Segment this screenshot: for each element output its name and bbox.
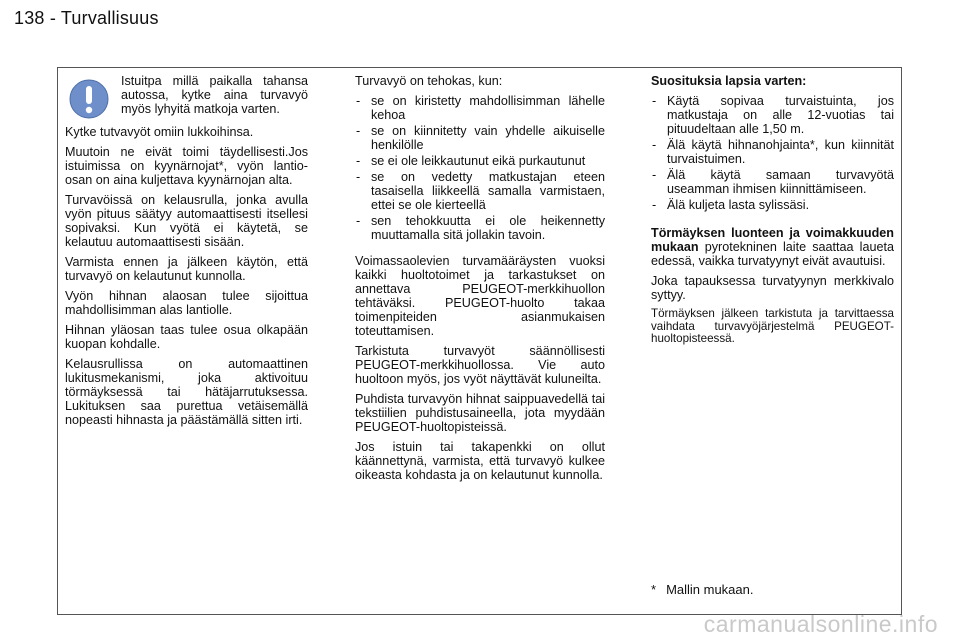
conditions-intro: Turvavyö on tehokas, kun:: [355, 74, 503, 88]
paragraph: Voimassaolevien turvamääräysten vuoksi kaikki huoltotoimet ja tarkastukset on annettava PEUGEOT-merkkihuollon tehtäväksi. PEUGEOT-huolto takaa toimenpiteiden asianmukaisen toteuttamisen.: [355, 254, 605, 338]
list-item: - se ei ole leikkautunut eikä purkautunut: [355, 154, 605, 168]
list-item: - Käytä sopivaa turvaistuinta, jos matkustaja on alle 12-vuotias tai pituudeltaan alle 1,50 m.: [651, 94, 894, 136]
footnote: [651, 582, 754, 597]
warning-exclamation-icon: [69, 79, 109, 119]
list-item: - se on kiristetty mahdollisimman lähelle kehoa: [355, 94, 605, 122]
paragraph: Turvavöissä on kelausrulla, jonka avulla vyön pituus säätyy automaattisesti itsellesi sopivaksi. Kun vyötä ei käytetä, se kelautuu automaattisesti sisään.: [65, 193, 308, 249]
paragraph: Muutoin ne eivät toimi täydellisesti.Jos istuimissa on kyynärnojat*, vyön lantio-osan on aina kuljettava kyynärnojan alta.: [65, 145, 308, 187]
footnote-text: Mallin mukaan.: [666, 582, 754, 597]
paragraph: Jos istuin tai takapenkki on ollut käännettynä, varmista, että turvavyö kulkee oikeasta kohdasta ja on kelautunut kunnolla.: [355, 440, 605, 482]
list-item: - Älä käytä samaan turvavyötä useamman ihmisen kiinnittämiseen.: [651, 168, 894, 196]
column-right: [651, 74, 894, 352]
paragraph: Tarkistuta turvavyöt säännöllisesti PEUGEOT-merkkihuollossa. Vie auto huoltoon myös, jos vyöt näyttävät kuluneilta.: [355, 344, 605, 386]
impact-paragraph: [651, 226, 894, 268]
notice-text: Istuitpa millä paikalla tahansa autossa, kytke aina turvavyö myös lyhyitä matkoja varten.: [121, 74, 308, 116]
paragraph: Hihnan yläosan taas tulee osua olkapään kuopan kohdalle.: [65, 323, 308, 351]
paragraph: Kelausrullissa on automaattinen lukitusmekanismi, joka aktivoituu törmäyksessä tai hätäjarrutuksessa. Lukituksen saa purettua vetäisemällä nopeasti hihnasta ja päästämällä sitten irti.: [65, 357, 308, 427]
children-heading: Suosituksia lapsia varten:: [651, 74, 807, 88]
footnote-star: *: [651, 582, 657, 597]
list-item: - se on kiinnitetty vain yhdelle aikuiselle henkilölle: [355, 124, 605, 152]
small-note: Törmäyksen jälkeen tarkistuta ja tarvittaessa vaihdata turvavyöjärjestelmä PEUGEOT-huoltopisteessä.: [651, 307, 894, 345]
paragraph: Kytke tutvavyöt omiin lukkoihinsa.: [65, 125, 254, 139]
impact-text: pyrotekninen laite saattaa laueta edessä, vaikka turvatyynyt eivät avautuisi.: [651, 240, 894, 268]
list-item: - Älä kuljeta lasta sylissäsi.: [651, 198, 894, 212]
page-title: 138 - Turvallisuus: [14, 8, 159, 28]
column-left: [65, 74, 308, 433]
list-item: - Älä käytä hihnanohjainta*, kun kiinnität turvaistuimen.: [651, 138, 894, 166]
conditions-list: [355, 94, 605, 242]
children-list: [651, 94, 894, 212]
list-item: - se on vedetty matkustajan eteen tasaisella liikkeellä samalla varmistaen, ettei se ole kierteellä: [355, 170, 605, 212]
notice-box: [65, 74, 308, 119]
watermark: carmanualsonline.info: [703, 611, 938, 637]
impact-bold-text: Törmäyksen luonteen ja voimakkuuden mukaan: [651, 226, 894, 254]
list-item: - sen tehokkuutta ei ole heikennetty muuttamalla sitä jollakin tavoin.: [355, 214, 605, 242]
column-middle: [355, 74, 605, 488]
paragraph: Joka tapauksessa turvatyynyn merkkivalo syttyy.: [651, 274, 894, 302]
paragraph: Vyön hihnan alaosan tulee sijoittua mahdollisimman alas lantiolle.: [65, 289, 308, 317]
paragraph: Varmista ennen ja jälkeen käytön, että turvavyö on kelautunut kunnolla.: [65, 255, 308, 283]
paragraph: Puhdista turvavyön hihnat saippuavedellä tai tekstiilien puhdistusaineella, jota myydään PEUGEOT-huoltopisteissä.: [355, 392, 605, 434]
